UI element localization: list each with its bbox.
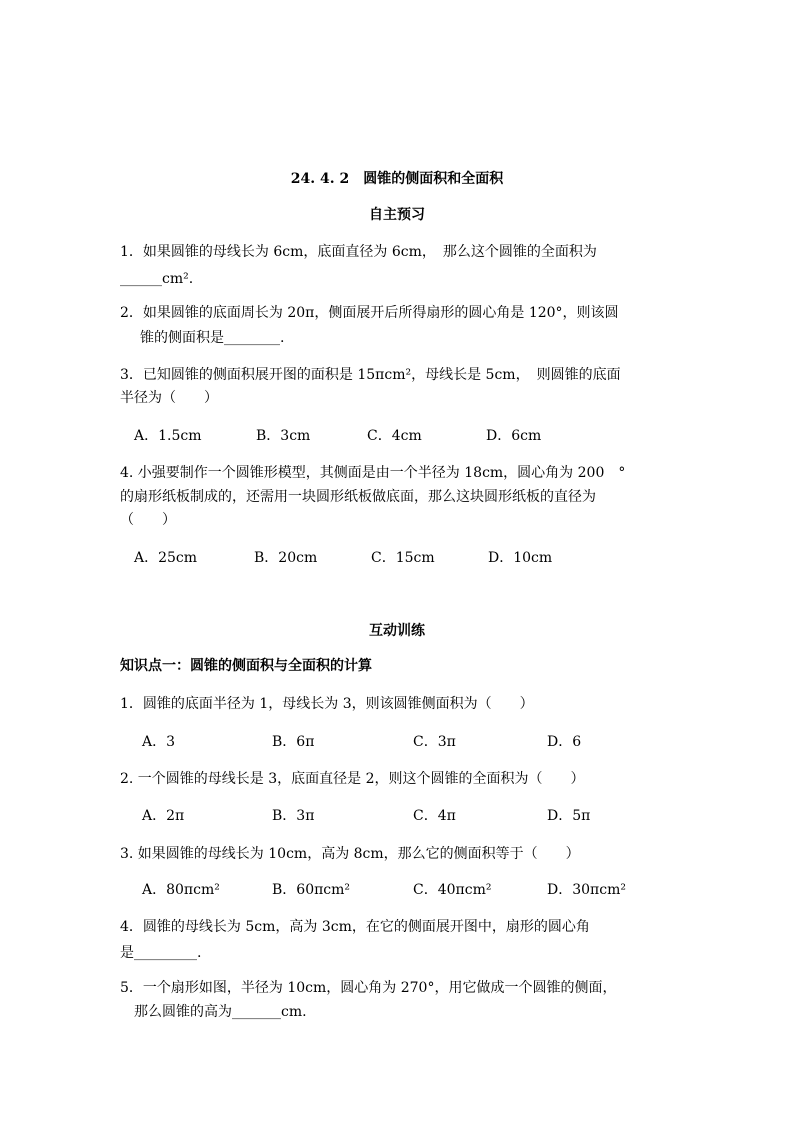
page-title: 24. 4. 2 圆锥的侧面积和全面积 xyxy=(290,171,504,187)
preview-q4-option-d: D．10cm xyxy=(488,550,553,566)
preview-q1-line1: 1．如果圆锥的母线长为 6cm，底面直径为 6cm， 那么这个圆锥的全面积为 xyxy=(120,244,597,260)
practice-q3-text: 3. 如果圆锥的母线长为 10cm，高为 8cm，那么它的侧面积等于（ ） xyxy=(120,846,580,862)
preview-q3-line2: 半径为（ ） xyxy=(120,390,218,406)
practice-q5-line2: 那么圆锥的高为_______cm. xyxy=(134,1004,307,1020)
practice-q1-option-c: C．3π xyxy=(413,734,456,750)
practice-q1-option-b: B．6π xyxy=(272,734,315,750)
practice-q4-line1: 4．圆锥的母线长为 5cm，高为 3cm，在它的侧面展开图中，扇形的圆心角 xyxy=(120,919,590,935)
preview-q4-line1: 4. 小强要制作一个圆锥形模型，其侧面是由一个半径为 18cm，圆心角为 200 ° xyxy=(120,465,626,481)
knowledge-point-heading: 知识点一：圆锥的侧面积与全面积的计算 xyxy=(120,658,372,674)
practice-q3-option-a: A．80πcm² xyxy=(142,882,220,898)
practice-q3-option-d: D．30πcm² xyxy=(547,882,626,898)
preview-q4-line3: （ ） xyxy=(120,512,176,528)
preview-q2-line2: 锥的侧面积是________. xyxy=(140,330,285,346)
preview-q3-option-b: B．3cm xyxy=(256,428,311,444)
section-heading-preview: 自主预习 xyxy=(369,207,425,223)
practice-q3-option-b: B．60πcm² xyxy=(272,882,351,898)
practice-q2-option-a: A．2π xyxy=(142,808,185,824)
section-heading-practice: 互动训练 xyxy=(369,623,425,639)
practice-q2-option-b: B．3π xyxy=(272,808,315,824)
practice-q1-text: 1．圆锥的底面半径为 1，母线长为 3，则该圆锥侧面积为（ ） xyxy=(120,696,534,712)
practice-q2-option-c: C．4π xyxy=(413,808,456,824)
preview-q4-option-b: B．20cm xyxy=(254,550,318,566)
preview-q3-option-a: A．1.5cm xyxy=(134,428,202,444)
preview-q1-line2: ______cm². xyxy=(120,271,194,287)
preview-q3-line1: 3．已知圆锥的侧面积展开图的面积是 15πcm²，母线长是 5cm， 则圆锥的底面 xyxy=(120,367,621,383)
practice-q1-option-d: D．6 xyxy=(547,734,582,750)
practice-q4-line2: 是_________. xyxy=(120,945,202,961)
preview-q4-option-a: A．25cm xyxy=(134,550,198,566)
practice-q2-text: 2. 一个圆锥的母线长是 3，底面直径是 2，则这个圆锥的全面积为（ ） xyxy=(120,771,585,787)
preview-q2-line1: 2．如果圆锥的底面周长为 20π，侧面展开后所得扇形的圆心角是 120°，则该圆 xyxy=(120,305,619,321)
practice-q2-option-d: D．5π xyxy=(547,808,591,824)
practice-q1-option-a: A．3 xyxy=(142,734,176,750)
preview-q3-option-c: C．4cm xyxy=(367,428,422,444)
practice-q5-line1: 5．一个扇形如图，半径为 10cm，圆心角为 270°，用它做成一个圆锥的侧面， xyxy=(120,980,617,996)
preview-q4-option-c: C．15cm xyxy=(371,550,435,566)
practice-q3-option-c: C．40πcm² xyxy=(413,882,492,898)
preview-q4-line2: 的扇形纸板制成的，还需用一块圆形纸板做底面，那么这块圆形纸板的直径为 xyxy=(120,489,596,505)
preview-q3-option-d: D．6cm xyxy=(486,428,542,444)
